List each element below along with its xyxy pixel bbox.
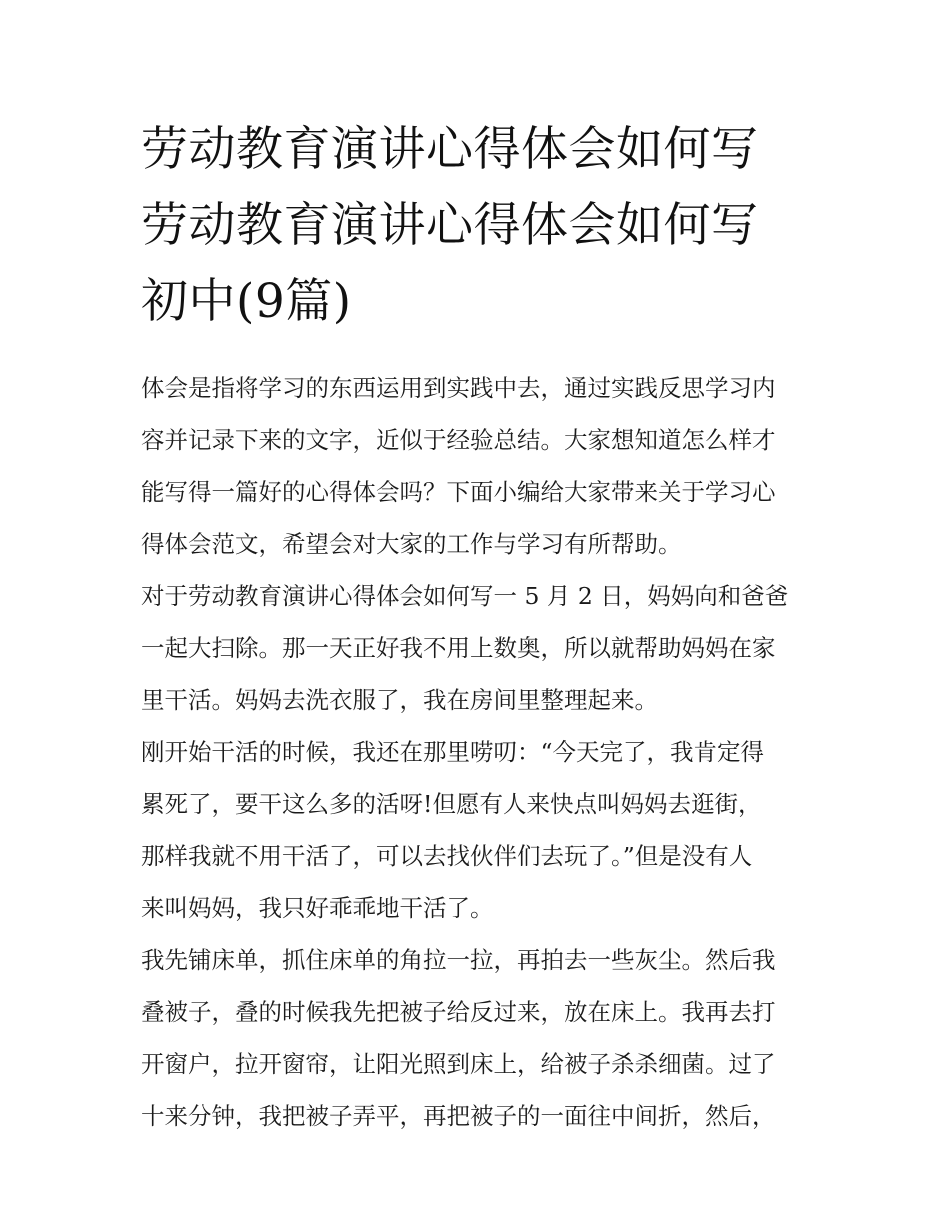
text-line: 刚开始干活的时候，我还在那里唠叨：“今天完了，我肯定得	[141, 738, 765, 766]
text-line: 来叫妈妈，我只好乖乖地干活了。	[141, 894, 494, 922]
text-line: 体会是指将学习的东西运用到实践中去，通过实践反思学习内	[141, 374, 776, 402]
paragraph-making-bed	[141, 934, 821, 1142]
title-line: 劳动教育演讲心得体会如何写	[141, 198, 759, 253]
title-line: 劳动教育演讲心得体会如何写	[141, 122, 759, 177]
text-line: 里干活。妈妈去洗衣服了，我在房间里整理起来。	[141, 686, 658, 714]
text-line: 一起大扫除。那一天正好我不用上数奥，所以就帮助妈妈在家	[141, 634, 776, 662]
document-title	[141, 112, 821, 340]
text-line: 那样我就不用干活了，可以去找伙伴们去玩了。”但是没有人	[141, 842, 753, 870]
text-line: 对于劳动教育演讲心得体会如何写一 5 月 2 日，妈妈向和爸爸	[141, 582, 789, 610]
paragraph-complaint	[141, 726, 821, 934]
text-line: 我先铺床单，抓住床单的角拉一拉，再拍去一些灰尘。然后我	[141, 946, 776, 974]
title-line: 初中(9篇)	[141, 274, 352, 329]
text-line: 十来分钟，我把被子弄平，再把被子的一面往中间折，然后，	[141, 1102, 776, 1130]
text-line: 得体会范文，希望会对大家的工作与学习有所帮助。	[141, 530, 682, 558]
paragraph-intro	[141, 362, 821, 570]
text-line: 叠被子，叠的时候我先把被子给反过来，放在床上。我再去打	[141, 998, 776, 1026]
document-body	[141, 362, 821, 1142]
text-line: 容并记录下来的文字，近似于经验总结。大家想知道怎么样才	[141, 426, 776, 454]
text-line: 能写得一篇好的心得体会吗？下面小编给大家带来关于学习心	[141, 478, 776, 506]
document-content	[141, 112, 821, 1142]
text-line: 开窗户，拉开窗帘，让阳光照到床上，给被子杀杀细菌。过了	[141, 1050, 776, 1078]
paragraph-article-one-opening	[141, 570, 821, 726]
text-line: 累死了，要干这么多的活呀!但愿有人来快点叫妈妈去逛街，	[141, 790, 762, 818]
